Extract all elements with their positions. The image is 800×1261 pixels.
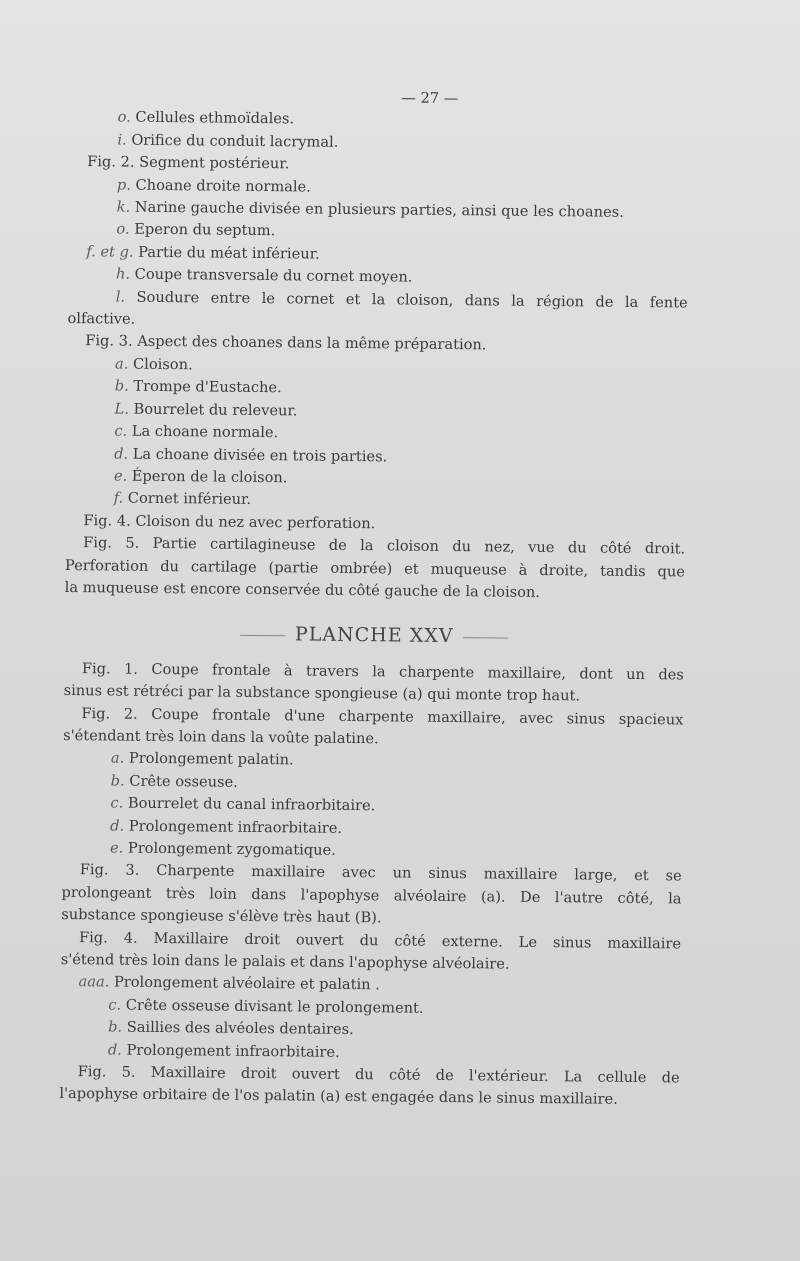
item-text: Cornet inférieur. bbox=[127, 489, 252, 509]
item-text: Prolongement zygomatique. bbox=[127, 839, 336, 859]
item-letter: c. bbox=[110, 794, 124, 812]
item-text: Crête osseuse divisant le prolongement. bbox=[125, 996, 424, 1017]
item-letter: b. bbox=[108, 1018, 123, 1036]
item-letter: p. bbox=[116, 176, 132, 194]
item-text: Prolongement infraorbitaire. bbox=[128, 817, 343, 837]
item-text: la muqueuse est encore conservée du côté gauche de la cloison. bbox=[64, 578, 541, 601]
item-text: Fig. 2. Coupe frontale d'une charpente maxillaire, avec sinus spacieux bbox=[81, 704, 684, 729]
item-text: Cellules ethmoïdales. bbox=[135, 109, 295, 128]
item-letter: c. bbox=[108, 996, 122, 1014]
item-letter: k. bbox=[116, 198, 131, 216]
page-number: — 27 — bbox=[401, 89, 459, 108]
item-letter: e. bbox=[113, 467, 128, 485]
item-letter: i. bbox=[117, 131, 127, 149]
figure-legend-section bbox=[65, 106, 690, 605]
heading-rule-left bbox=[240, 635, 285, 636]
item-letter: e. bbox=[109, 839, 124, 857]
item-text: s'étend très loin dans le palais et dans l'apophyse alvéolaire. bbox=[60, 950, 510, 973]
item-text: Prolongement alvéolaire et palatin . bbox=[113, 973, 380, 994]
item-text: Prolongement infraorbitaire. bbox=[126, 1041, 340, 1061]
item-letter: b. bbox=[114, 377, 129, 395]
item-text: olfactive. bbox=[67, 310, 136, 328]
item-text: Fig. 5. Maxillaire droit ouvert du côté de l'extérieur. La cellule de bbox=[77, 1063, 680, 1087]
item-text: sinus est rétréci par la substance spongieuse (a) qui monte trop haut. bbox=[63, 682, 581, 705]
item-text: Fig. 3. Charpente maxillaire avec un sinus maxillaire large, et se bbox=[79, 861, 682, 885]
item-text: Fig. 2. Segment postérieur. bbox=[87, 153, 290, 173]
plate-heading bbox=[64, 621, 684, 650]
item-letter: a. bbox=[114, 355, 129, 373]
item-text: Bourrelet du canal infraorbitaire. bbox=[127, 794, 376, 815]
item-letter: d. bbox=[114, 444, 129, 463]
page-text bbox=[59, 84, 690, 1112]
item-letter: f. bbox=[113, 489, 124, 507]
item-text: Narine gauche divisée en plusieurs parties, ainsi que les choanes. bbox=[134, 198, 624, 221]
heading-rule-right bbox=[463, 637, 508, 638]
item-text: Cloison. bbox=[132, 355, 193, 374]
item-text: Bourrelet du releveur. bbox=[133, 400, 298, 420]
item-text: prolongeant très loin dans l'apophyse alvéolaire (a). De l'autre côté, la bbox=[61, 883, 682, 908]
item-text: Choane droite normale. bbox=[135, 176, 311, 196]
item-text: Saillies des alvéoles dentaires. bbox=[126, 1018, 354, 1039]
item-letter: f. et g. bbox=[86, 243, 134, 261]
item-text: s'étendant très loin dans la voûte palatine. bbox=[63, 726, 379, 748]
item-text: substance spongieuse s'élève très haut (B). bbox=[61, 906, 382, 927]
item-text: Crête osseuse. bbox=[129, 772, 238, 791]
item-text: La choane normale. bbox=[131, 422, 279, 442]
item-letter: c. bbox=[114, 422, 128, 440]
item-letter: d. bbox=[110, 817, 125, 835]
plate-legend-section bbox=[59, 658, 684, 1113]
item-text: Fig. 3. Aspect des choanes dans la même préparation. bbox=[85, 332, 487, 354]
item-text: Perforation du cartilage (partie ombrée) et muqueuse à droite, tandis que bbox=[64, 556, 686, 580]
plate-title: PLANCHE XXV bbox=[294, 623, 454, 648]
item-text: Coupe transversale du cornet moyen. bbox=[134, 265, 413, 286]
item-letter: o. bbox=[116, 220, 130, 239]
item-text: Eperon du septum. bbox=[134, 221, 276, 240]
item-letter: aaa. bbox=[78, 973, 110, 991]
item-letter: L. bbox=[114, 400, 130, 418]
item-text: Partie du méat inférieur. bbox=[138, 243, 320, 263]
item-text: Éperon de la cloison. bbox=[131, 467, 288, 487]
item-text: Fig. 5. Partie cartilagineuse de la cloison du nez, vue du côté droit. bbox=[83, 534, 686, 558]
item-letter: b. bbox=[110, 772, 125, 790]
item-text: l'apophyse orbitaire de l'os palatin (a) est engagée dans le sinus maxillaire. bbox=[59, 1085, 618, 1109]
item-letter: d. bbox=[107, 1041, 122, 1059]
item-text: La choane divisée en trois parties. bbox=[132, 445, 388, 465]
item-letter: l. bbox=[115, 288, 126, 306]
item-text: Prolongement palatin. bbox=[128, 750, 294, 769]
item-text: Trompe d'Eustache. bbox=[133, 377, 282, 397]
item-letter: a. bbox=[110, 749, 125, 767]
item-text: Soudure entre le cornet et la cloison, dans la région de la fente bbox=[136, 288, 688, 312]
item-text: Fig. 4. Cloison du nez avec perforation. bbox=[83, 511, 376, 532]
item-text: Fig. 1. Coupe frontale à travers la charpente maxillaire, dont un des bbox=[81, 659, 684, 684]
item-letter: o. bbox=[117, 108, 131, 127]
item-text: Orifice du conduit lacrymal. bbox=[131, 131, 339, 151]
item-text: Fig. 4. Maxillaire droit ouvert du côté externe. Le sinus maxillaire bbox=[78, 928, 682, 953]
item-letter: h. bbox=[115, 265, 131, 283]
